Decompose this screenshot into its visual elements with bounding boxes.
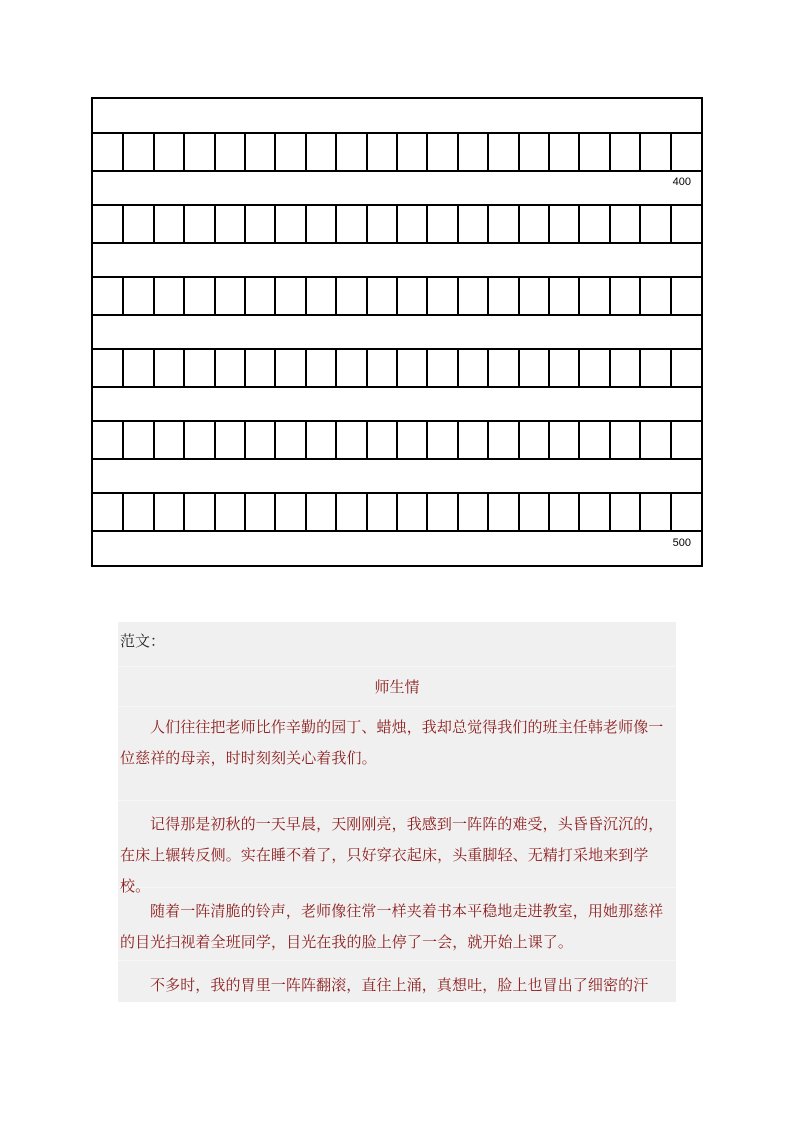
grid-cell-divider xyxy=(122,348,124,386)
grid-cell-divider xyxy=(366,420,368,458)
grid-cell-divider xyxy=(548,492,550,530)
grid-cell-divider xyxy=(578,492,580,530)
grid-cell-divider xyxy=(639,492,641,530)
grid-cell-divider xyxy=(153,132,155,170)
grid-cell-divider xyxy=(396,204,398,242)
grid-cell-divider xyxy=(670,204,672,242)
essay-grid xyxy=(91,97,703,567)
grid-cell-divider xyxy=(366,132,368,170)
grid-cell-divider xyxy=(153,276,155,314)
grid-cell-divider xyxy=(122,420,124,458)
grid-line xyxy=(93,530,701,532)
grid-cell-divider xyxy=(366,492,368,530)
grid-cell-divider xyxy=(396,492,398,530)
grid-cell-divider xyxy=(214,276,216,314)
grid-cell-divider xyxy=(335,348,337,386)
grid-cell-divider xyxy=(457,132,459,170)
grid-cell-divider xyxy=(548,420,550,458)
grid-cell-divider xyxy=(426,492,428,530)
grid-cell-divider xyxy=(670,492,672,530)
grid-cell-divider xyxy=(518,204,520,242)
grid-cell-divider xyxy=(214,204,216,242)
essay-separator xyxy=(118,960,676,961)
grid-cell-divider xyxy=(548,132,550,170)
grid-cell-divider xyxy=(426,204,428,242)
grid-cell-divider xyxy=(183,348,185,386)
grid-cell-divider xyxy=(396,420,398,458)
grid-cell-divider xyxy=(183,276,185,314)
sample-essay xyxy=(118,622,676,1002)
grid-cell-divider xyxy=(244,420,246,458)
grid-cell-divider xyxy=(305,204,307,242)
grid-cell-divider xyxy=(487,132,489,170)
grid-cell-divider xyxy=(244,348,246,386)
grid-cell-divider xyxy=(639,204,641,242)
grid-cell-divider xyxy=(244,276,246,314)
grid-cell-divider xyxy=(122,492,124,530)
grid-cell-divider xyxy=(426,132,428,170)
essay-separator xyxy=(118,800,676,801)
grid-cell-divider xyxy=(578,348,580,386)
grid-cell-divider xyxy=(244,204,246,242)
essay-heading: 范文： xyxy=(120,632,166,650)
grid-cell-divider xyxy=(457,348,459,386)
grid-cell-divider xyxy=(305,492,307,530)
grid-line xyxy=(93,314,701,316)
grid-cell-divider xyxy=(518,132,520,170)
grid-cell-divider xyxy=(578,276,580,314)
essay-paragraph: 随着一阵清脆的铃声，老师像往常一样夹着书本平稳地走进教室，用她那慈祥的目光扫视着全班同学，目光在我的脸上停了一会，就开始上课了。 xyxy=(120,902,664,951)
grid-cell-divider xyxy=(548,276,550,314)
grid-cell-divider xyxy=(457,204,459,242)
grid-cell-divider xyxy=(153,204,155,242)
grid-cell-divider xyxy=(305,420,307,458)
grid-cell-divider xyxy=(670,420,672,458)
grid-cell-divider xyxy=(335,276,337,314)
grid-cell-divider xyxy=(670,276,672,314)
grid-cell-divider xyxy=(305,348,307,386)
grid-cell-divider xyxy=(518,492,520,530)
grid-cell-divider xyxy=(548,204,550,242)
grid-cell-divider xyxy=(609,492,611,530)
grid-cell-divider xyxy=(366,348,368,386)
grid-cell-divider xyxy=(670,132,672,170)
grid-cell-divider xyxy=(396,276,398,314)
grid-cell-divider xyxy=(335,132,337,170)
grid-cell-divider xyxy=(487,204,489,242)
grid-cell-divider xyxy=(366,204,368,242)
grid-cell-divider xyxy=(366,276,368,314)
grid-cell-divider xyxy=(122,276,124,314)
grid-cell-divider xyxy=(335,420,337,458)
grid-cell-divider xyxy=(244,492,246,530)
grid-cell-divider xyxy=(518,348,520,386)
grid-cell-divider xyxy=(426,348,428,386)
grid-cell-divider xyxy=(609,276,611,314)
grid-cell-divider xyxy=(335,204,337,242)
grid-cell-divider xyxy=(518,420,520,458)
grid-cell-divider xyxy=(214,420,216,458)
essay-separator xyxy=(118,706,676,707)
grid-cell-divider xyxy=(518,276,520,314)
grid-cell-divider xyxy=(578,420,580,458)
grid-cell-divider xyxy=(122,204,124,242)
grid-cell-divider xyxy=(639,276,641,314)
grid-cell-divider xyxy=(274,492,276,530)
grid-line xyxy=(93,170,701,172)
grid-cell-divider xyxy=(487,348,489,386)
grid-cell-divider xyxy=(548,348,550,386)
grid-cell-divider xyxy=(183,132,185,170)
grid-cell-divider xyxy=(457,492,459,530)
grid-cell-divider xyxy=(396,348,398,386)
grid-cell-divider xyxy=(214,348,216,386)
grid-cell-divider xyxy=(609,420,611,458)
word-count-label: 500 xyxy=(672,537,691,549)
grid-cell-divider xyxy=(214,132,216,170)
grid-cell-divider xyxy=(305,132,307,170)
grid-cell-divider xyxy=(183,492,185,530)
grid-cell-divider xyxy=(214,492,216,530)
essay-title: 师生情 xyxy=(374,678,420,696)
grid-cell-divider xyxy=(153,420,155,458)
grid-cell-divider xyxy=(183,204,185,242)
grid-cell-divider xyxy=(183,420,185,458)
grid-cell-divider xyxy=(609,132,611,170)
grid-cell-divider xyxy=(457,420,459,458)
grid-cell-divider xyxy=(335,492,337,530)
grid-cell-divider xyxy=(487,276,489,314)
grid-cell-divider xyxy=(639,420,641,458)
grid-cell-divider xyxy=(609,204,611,242)
grid-cell-divider xyxy=(122,132,124,170)
essay-paragraph: 记得那是初秋的一天早晨，天刚刚亮，我感到一阵阵的难受，头昏昏沉沉的，在床上辗转反侧。实在睡不着了，只好穿衣起床，头重脚轻、无精打采地来到学校。 xyxy=(120,815,664,895)
grid-cell-divider xyxy=(639,348,641,386)
grid-cell-divider xyxy=(426,276,428,314)
grid-cell-divider xyxy=(153,348,155,386)
grid-cell-divider xyxy=(274,276,276,314)
grid-line xyxy=(93,458,701,460)
grid-cell-divider xyxy=(274,204,276,242)
essay-paragraph: 人们往往把老师比作辛勤的园丁、蜡烛，我却总觉得我们的班主任韩老师像一位慈祥的母亲，时时刻刻关心着我们。 xyxy=(120,718,664,767)
grid-cell-divider xyxy=(639,132,641,170)
grid-cell-divider xyxy=(274,132,276,170)
grid-cell-divider xyxy=(487,420,489,458)
grid-cell-divider xyxy=(578,132,580,170)
grid-cell-divider xyxy=(153,492,155,530)
grid-cell-divider xyxy=(578,204,580,242)
essay-separator xyxy=(118,666,676,667)
grid-cell-divider xyxy=(609,348,611,386)
grid-cell-divider xyxy=(274,420,276,458)
grid-cell-divider xyxy=(244,132,246,170)
essay-paragraph: 不多时，我的胃里一阵阵翻滚，直往上涌，真想吐，脸上也冒出了细密的汗 xyxy=(150,976,649,994)
grid-cell-divider xyxy=(426,420,428,458)
grid-cell-divider xyxy=(396,132,398,170)
grid-cell-divider xyxy=(274,348,276,386)
grid-cell-divider xyxy=(305,276,307,314)
word-count-label: 400 xyxy=(672,176,691,188)
grid-cell-divider xyxy=(487,492,489,530)
grid-cell-divider xyxy=(457,276,459,314)
grid-cell-divider xyxy=(670,348,672,386)
grid-line xyxy=(93,242,701,244)
grid-line xyxy=(93,386,701,388)
